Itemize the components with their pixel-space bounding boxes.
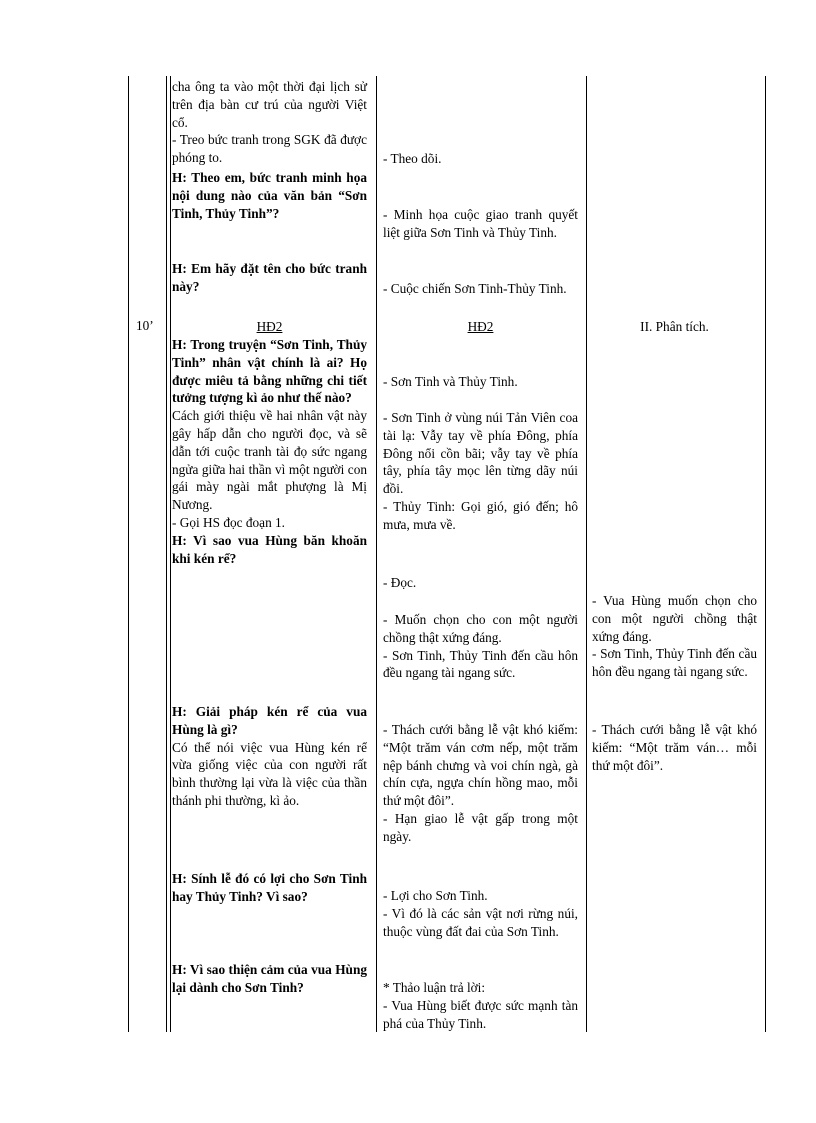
- section-analysis-label: II. Phân tích.: [640, 319, 709, 334]
- son-tinh-detail: - Sơn Tinh ở vùng núi Tản Viên coa tài lạ: Vẫy tay về phía Đông, phía Đông nổi cồn bãi; vẫy tay về phía tây, phía tây mọc lên từng dãy núi đồi.: [383, 410, 578, 497]
- solution-block: [172, 703, 367, 810]
- intro-text: cha ông ta vào một thời đại lịch sử trên địa bàn cư trú của người Việt cổ.: [172, 79, 367, 130]
- question-favor: H: Vì sao thiện cảm của vua Hùng lại dành cho Sơn Tinh?: [172, 962, 367, 995]
- follow-text: - Theo dõi.: [383, 151, 442, 166]
- illustrate-text: - Minh họa cuộc giao tranh quyết liệt giữa Sơn Tinh và Thủy Tinh.: [383, 207, 578, 240]
- characters-answer: - Sơn Tinh và Thủy Tinh.: [383, 374, 518, 389]
- time-cell: 10’: [136, 318, 154, 333]
- note-solution: Có thể nói việc vua Hùng kén rể vừa giống việc của con người rất bình thường lại vừa là việc của thần thánh phi thường, kì ảo.: [172, 739, 367, 808]
- deadline-answer: - Hạn giao lễ vật gấp trong một ngày.: [383, 810, 578, 844]
- question-picture-name: H: Em hãy đặt tên cho bức tranh này?: [172, 261, 367, 294]
- knows-answer: - Vua Hùng biết được sức mạnh tàn phá của Thủy Tinh.: [383, 997, 578, 1031]
- note-equal: - Sơn Tinh, Thủy Tinh đến cầu hôn đều ngang tài ngang sức.: [592, 646, 757, 680]
- benefit-answer: - Lợi cho Sơn Tinh.: [383, 888, 488, 903]
- question-hesitate: H: Vì sao vua Hùng băn khoăn khi kén rể?: [172, 532, 367, 566]
- notes-match-block: [592, 592, 757, 681]
- teacher-column: [172, 78, 367, 167]
- note-intro: Cách giới thiệu về hai nhân vật này gây hấp dẫn cho người đọc, và sẽ dẫn tới cuộc tranh tài đọ sức ngang ngửa giữa hai thần vì một người con gái mày ngài mắt phượng là Mị Nương.: [172, 408, 367, 513]
- challenge-answer-block: [383, 721, 578, 846]
- want-match-answer: - Muốn chọn cho con một người chồng thật xứng đáng.: [383, 612, 578, 645]
- note-challenge: - Thách cưới bằng lễ vật khó kiếm: “Một trăm ván… mỗi thứ một đôi”.: [592, 722, 757, 773]
- equal-answer: - Sơn Tinh, Thủy Tinh đến cầu hôn đều ngang tài ngang sức.: [383, 647, 578, 681]
- benefit-block: [383, 887, 578, 940]
- question-picture-content: H: Theo em, bức tranh minh họa nội dung nào của văn bản “Sơn Tinh, Thủy Tinh”?: [172, 170, 367, 221]
- question-gift: H: Sính lễ đó có lợi cho Sơn Tinh hay Thủy Tinh? Vì sao?: [172, 871, 367, 904]
- main-characters-block: [172, 336, 367, 567]
- table-border-right: [765, 76, 766, 1032]
- table-border-left: [128, 76, 129, 1032]
- reason-answer: - Vì đó là các sản vật nơi rừng núi, thuộc vùng đất đai của Sơn Tinh.: [383, 905, 578, 939]
- question-solution: H: Giải pháp kén rể của vua Hùng là gì?: [172, 704, 367, 737]
- discuss-block: [383, 979, 578, 1032]
- read-answer: - Đọc.: [383, 575, 417, 590]
- table-border-col4: [376, 76, 377, 1032]
- challenge-answer: - Thách cưới bằng lễ vật khó kiếm: “Một trăm ván cơm nếp, một trăm nệp bánh chưng và voi chín ngà, gà chín cựa, ngựa chín hồng mao, mỗi thứ một đôi”.: [383, 722, 578, 809]
- battle-name: - Cuộc chiến Sơn Tinh-Thủy Tinh.: [383, 281, 567, 296]
- question-main-characters: H: Trong truyện “Sơn Tinh, Thủy Tinh” nhân vật chính là ai? Họ được miêu tả bằng những chi tiết tưởng tượng kì ảo như thế nào?: [172, 337, 367, 406]
- table-border-col5: [586, 76, 587, 1032]
- hd2-student: HĐ2: [467, 319, 494, 334]
- discuss-label: * Thảo luận trả lời:: [383, 980, 486, 995]
- hesitate-answer: [383, 611, 578, 682]
- note-want-match: - Vua Hùng muốn chọn cho con một người chồng thật xứng đáng.: [592, 593, 757, 644]
- read-part1: - Gọi HS đọc đoạn 1.: [172, 514, 286, 530]
- characters-detail: [383, 409, 578, 534]
- hang-picture: - Treo bức tranh trong SGK đã được phóng to.: [172, 132, 367, 166]
- table-border-col3: [170, 76, 171, 1032]
- table-border-col2: [166, 76, 167, 1032]
- hd2-teacher: HĐ2: [256, 319, 283, 334]
- thuy-tinh-detail: - Thủy Tinh: Gọi gió, gió đến; hô mưa, mưa về.: [383, 498, 578, 532]
- section-analysis: [592, 318, 757, 336]
